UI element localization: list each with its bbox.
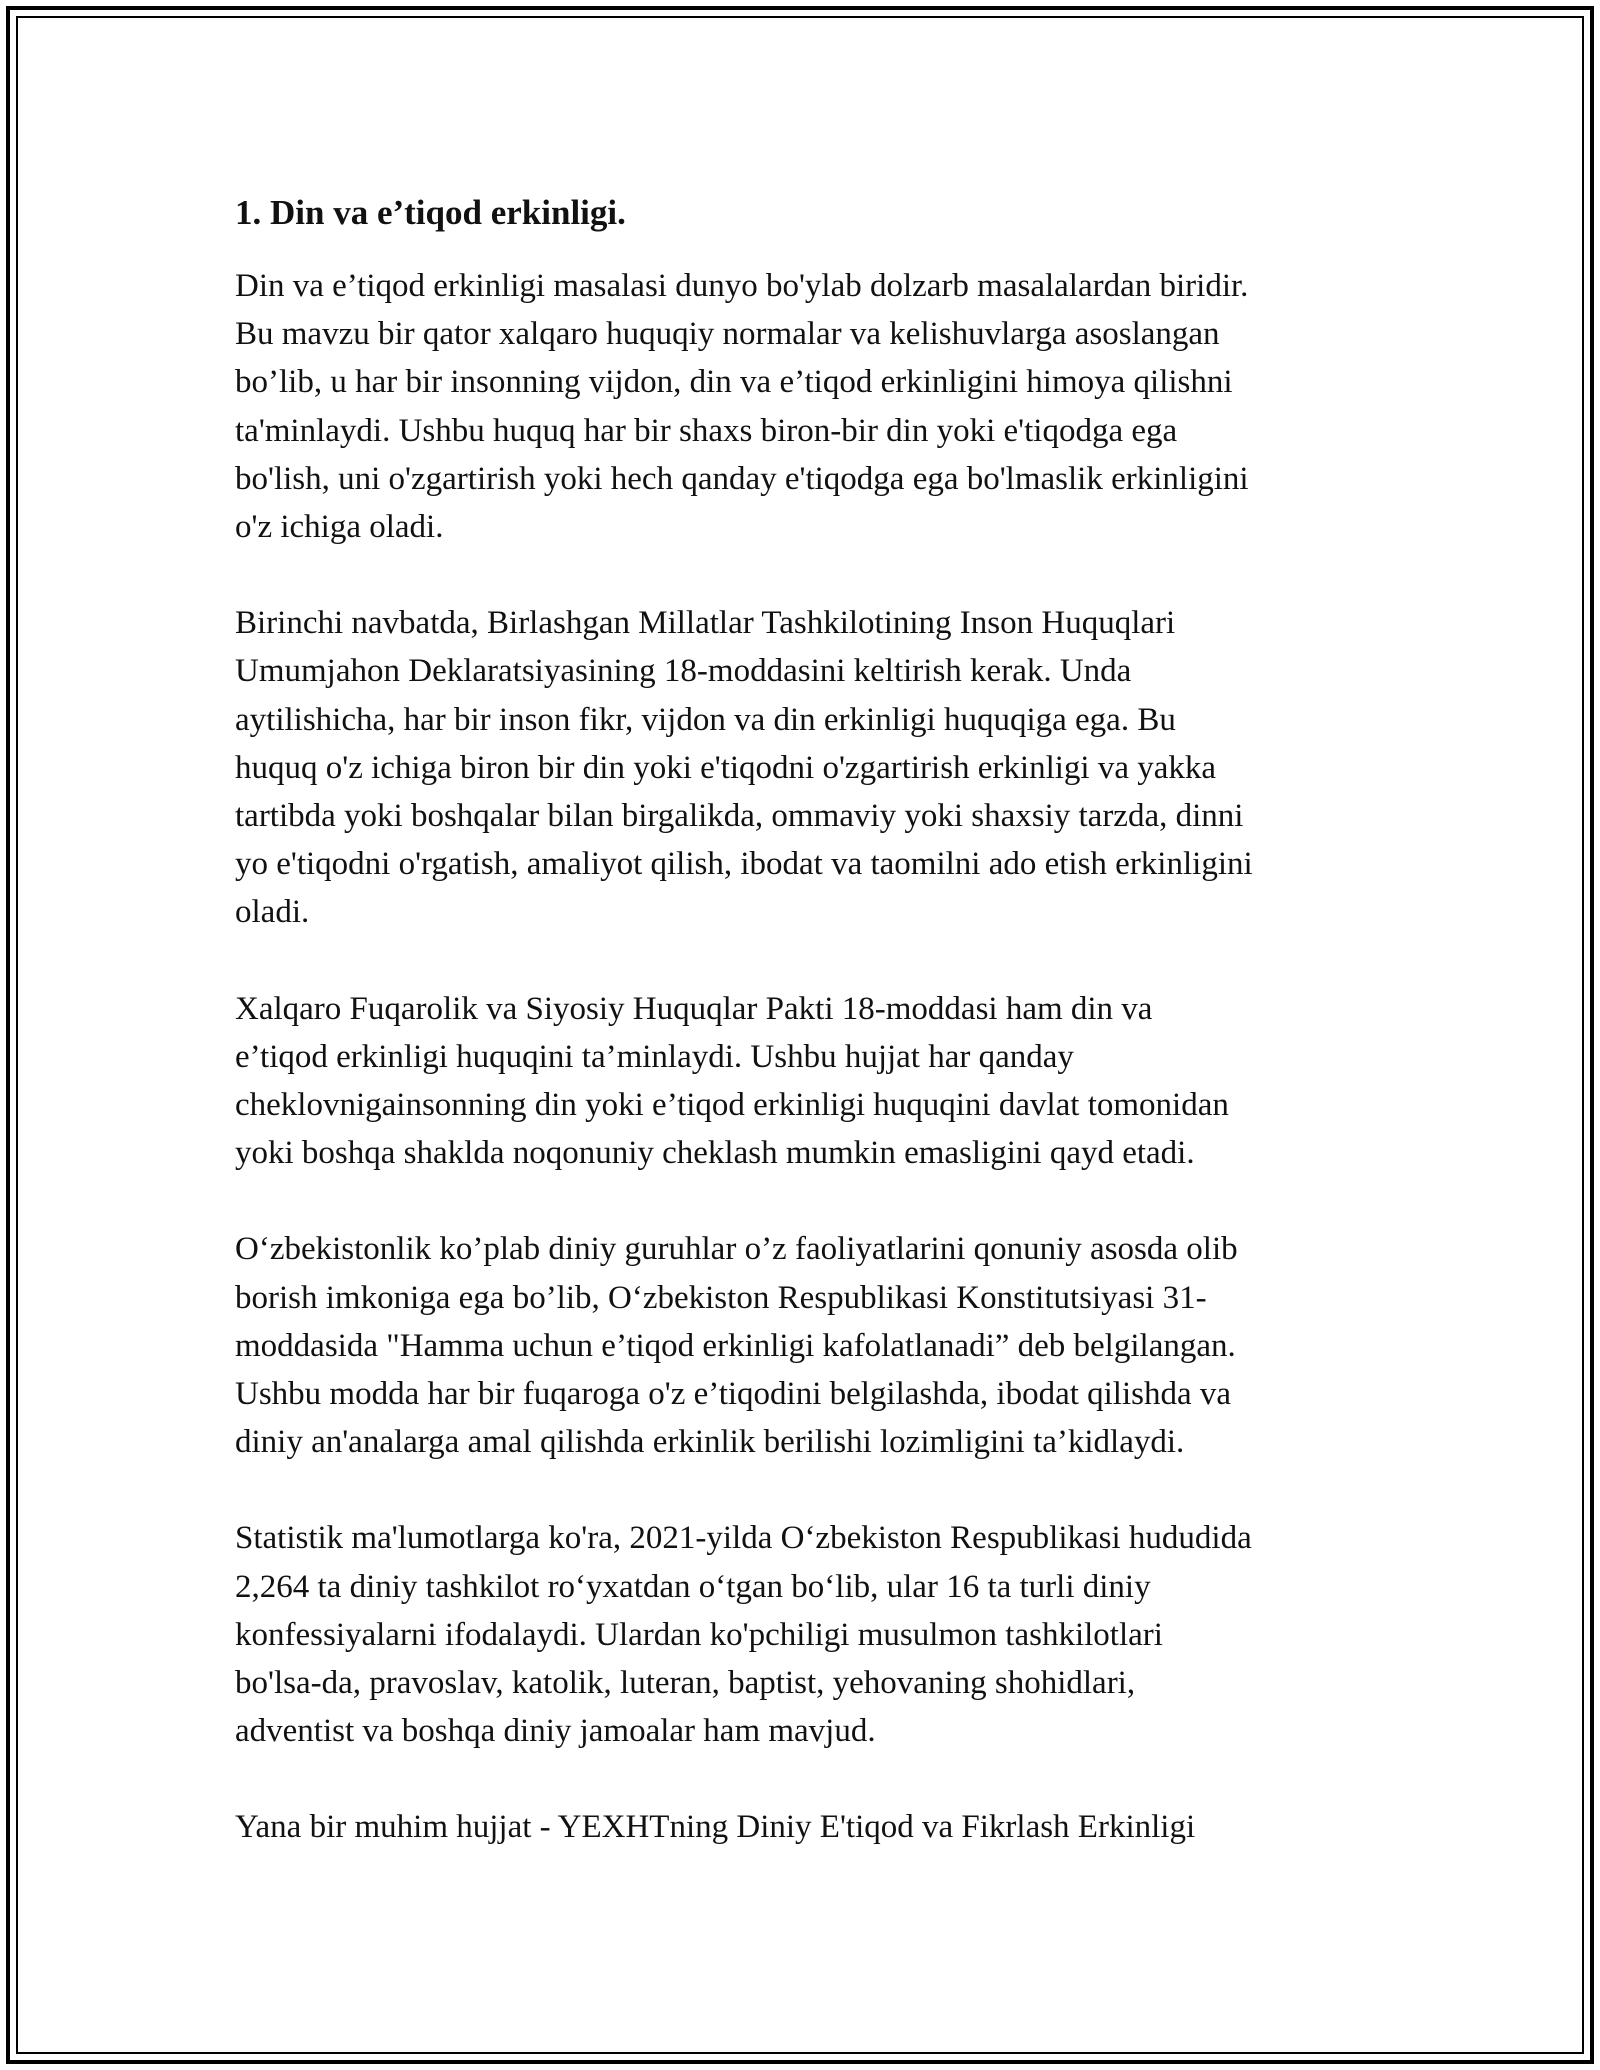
section-heading: 1. Din va e’tiqod erkinligi. <box>235 193 626 232</box>
paragraph-constitution: O‘zbekistonlik ko’plab diniy guruhlar o’z faoliyatlarini qonuniy asosda olib borish imkoniga ega bo’lib, O‘zbekiston Respublikasi Konstitutsiyasi 31- moddasida "Hamma uchun e’tiqod erkinligi kafolatlanadi” deb belgilangan. Ushbu modda har bir fuqaroga o'z e’tiqodini belgilashda, ibodat qilishda va diniy an'analarga amal qilishda erkinlik berilishi lozimligini ta’kidlaydi. <box>235 1231 1238 1461</box>
paragraph-iccpr: Xalqaro Fuqarolik va Siyosiy Huquqlar Pakti 18-moddasi ham din va e’tiqod erkinligi huquqini ta’minlaydi. Ushbu hujjat har qanday cheklovnigainsonning din yoki e’tiqod erkinligi huquqini davlat tomonidan yoki boshqa shaklda noqonuniy cheklash mumkin emasligini qayd etadi. <box>235 990 1229 1172</box>
paragraph-intro: Din va e’tiqod erkinligi masalasi dunyo bo'ylab dolzarb masalalardan biridir. Bu mavzu bir qator xalqaro huquqiy normalar va kelishuvlarga asoslangan bo’lib, u har bir insonning vijdon, din va e’tiqod erkinligini himoya qilishni ta'minlaydi. Ushbu huquq har bir shaxs biron-bir din yoki e'tiqodga ega bo'lish, uni o'zgartirish yoki hech qanday e'tiqodga ega bo'lmaslik erkinligini o'z ichiga oladi. <box>235 268 1249 546</box>
paragraph-udhr: Birinchi navbatda, Birlashgan Millatlar Tashkilotining Inson Huquqlari Umumjahon Deklaratsiyasining 18-moddasini keltirish kerak. Unda aytilishicha, har bir inson fikr, vijdon va din erkinligi huquqiga ega. Bu huquq o'z ichiga biron bir din yoki e'tiqodni o'zgartirish erkinligi va yakka tartibda yoki boshqalar bilan birgalikda, ommaviy yoki shaxsiy tarzda, dinni yo e'tiqodni o'rgatish, amaliyot qilish, ibodat va taomilni ado etish erkinligini oladi. <box>235 605 1253 931</box>
paragraph-osce: Yana bir muhim hujjat - YEXHTning Diniy E'tiqod va Fikrlash Erkinligi <box>235 1809 1196 1846</box>
document-body <box>235 190 1375 1900</box>
paragraph-statistics: Statistik ma'lumotlarga ko'ra, 2021-yilda O‘zbekiston Respublikasi hududida 2,264 ta diniy tashkilot ro‘yxatdan o‘tgan bo‘lib, ular 16 ta turli diniy konfessiyalarni ifodalaydi. Ulardan ko'pchiligi musulmon tashkilotlari bo'lsa-da, pravoslav, katolik, luteran, baptist, yehovaning shohidlari, adventist va boshqa diniy jamoalar ham mavjud. <box>235 1520 1252 1750</box>
